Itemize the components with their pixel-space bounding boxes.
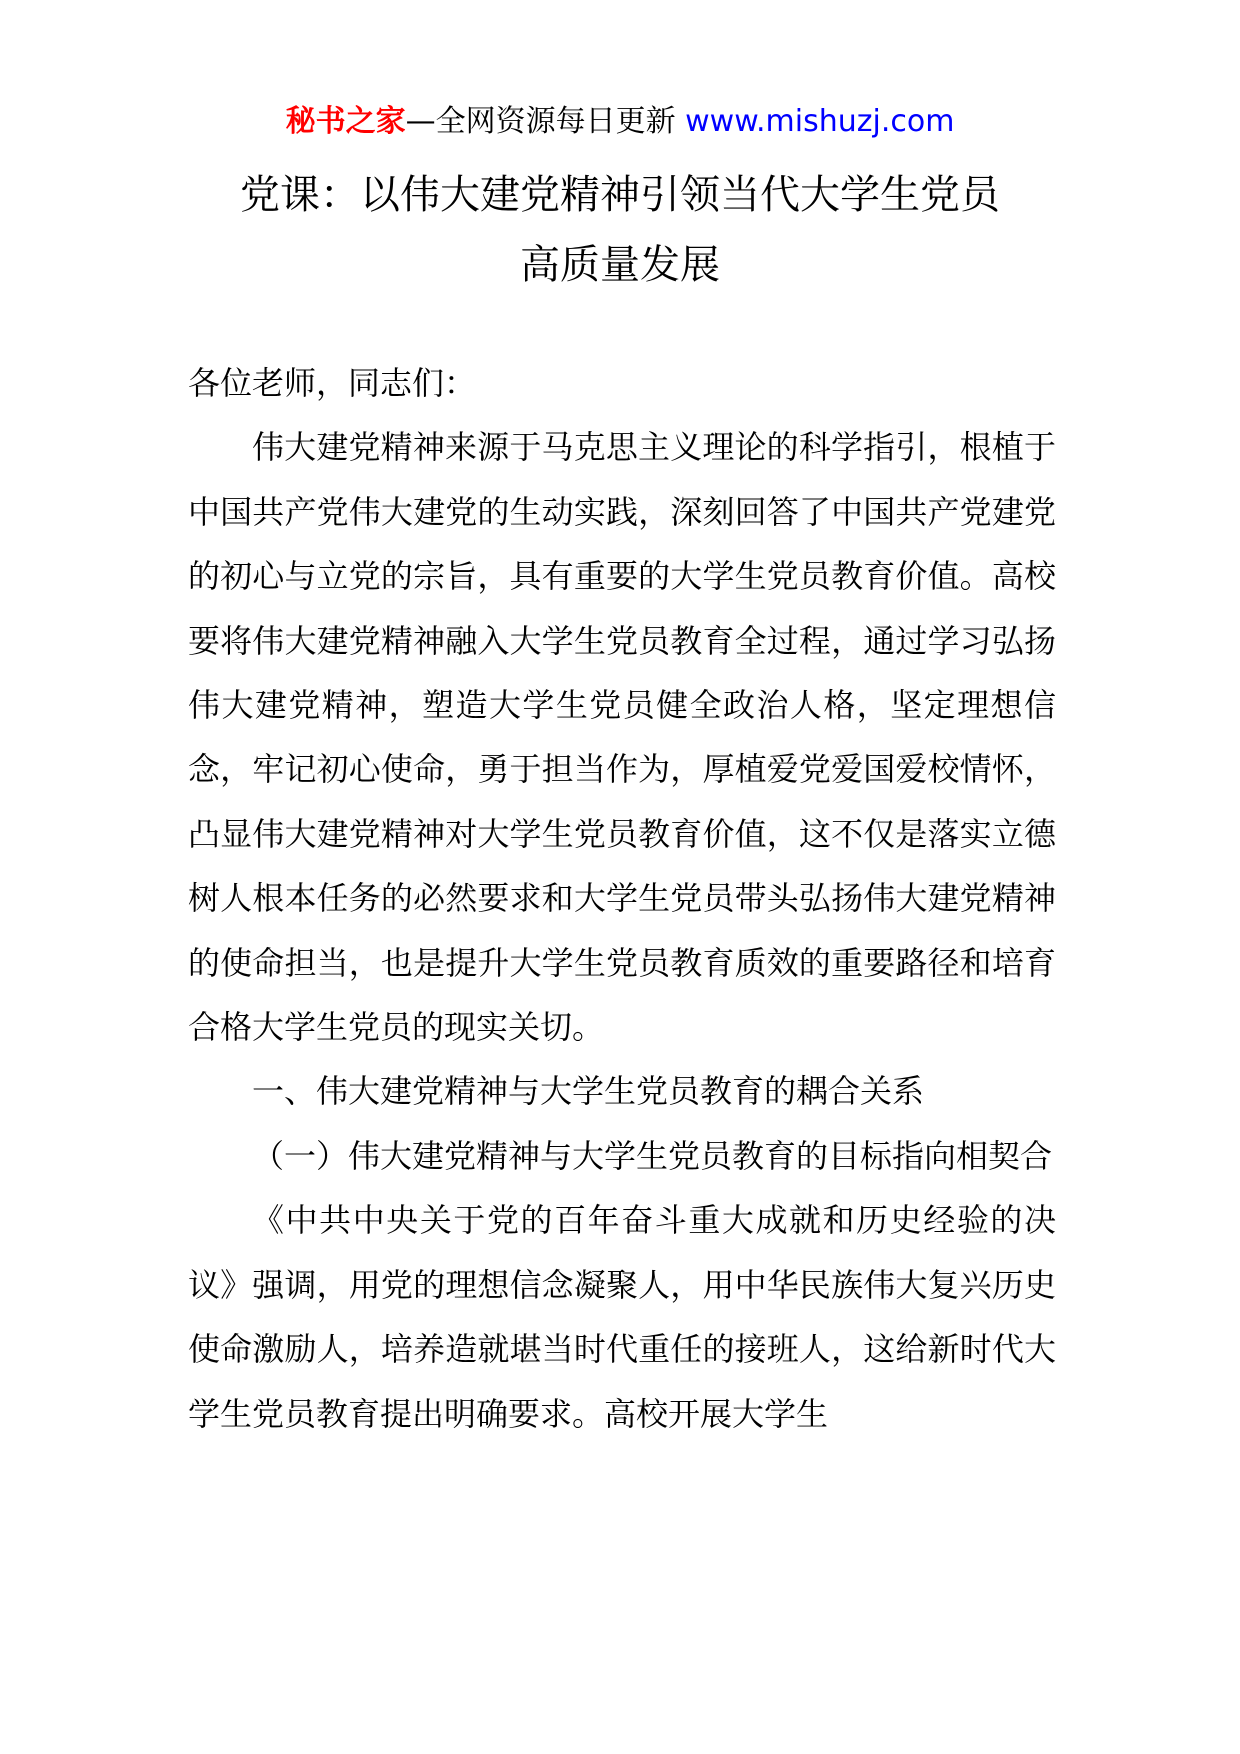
brand-name: 秘书之家 <box>285 104 406 139</box>
document-title <box>100 160 1140 300</box>
site-header <box>0 100 1240 144</box>
paragraph-2: 《中共中央关于党的百年奋斗重大成就和历史经验的决议》强调，用党的理想信念凝聚人，用中华民族伟大复兴历史使命激励人，培养造就堪当时代重任的接班人，这给新时代大学生党员教育提出明确要求。高校开展大学生 <box>188 1201 1056 1433</box>
header-slogan: —全网资源每日更新 <box>405 104 686 139</box>
title-line-2: 高质量发展 <box>520 242 720 288</box>
document-body <box>188 351 1056 1446</box>
title-line-1: 党课：以伟大建党精神引领当代大学生党员 <box>240 172 1000 218</box>
subsection-heading-1: （一）伟大建党精神与大学生党员教育的目标指向相契合 <box>252 1136 1053 1175</box>
section-heading-1: 一、伟大建党精神与大学生党员教育的耦合关系 <box>252 1072 925 1111</box>
salutation: 各位老师，同志们： <box>188 364 477 402</box>
paragraph-intro: 伟大建党精神来源于马克思主义理论的科学指引，根植于中国共产党伟大建党的生动实践，深刻回答了中国共产党建党的初心与立党的宗旨，具有重要的大学生党员教育价值。高校要将伟大建党精神融入大学生党员教育全过程，通过学习弘扬伟大建党精神，塑造大学生党员健全政治人格，坚定理想信念，牢记初心使命，勇于担当作为，厚植爱党爱国爱校情怀，凸显伟大建党精神对大学生党员教育价值，这不仅是落实立德树人根本任务的必然要求和大学生党员带头弘扬伟大建党精神的使命担当，也是提升大学生党员教育质效的重要路径和培育合格大学生党员的现实关切。 <box>188 428 1056 1047</box>
site-url-link[interactable]: www.mishuzj.com <box>685 104 955 139</box>
